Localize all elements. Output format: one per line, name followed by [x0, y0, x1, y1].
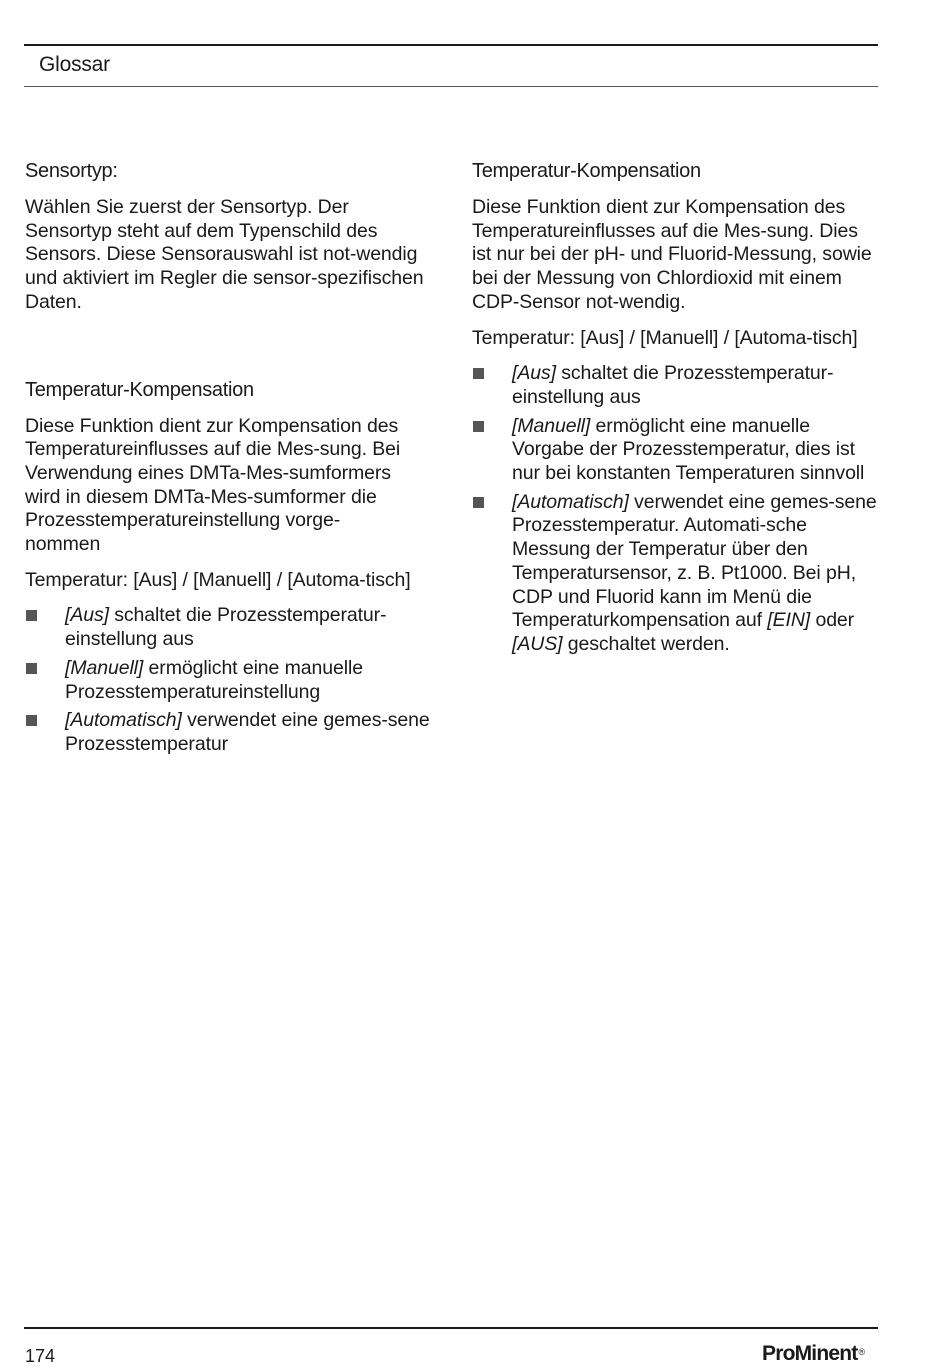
temperature-options-line-left: Temperatur: [Aus] / [Manuell] / [Automa-tisch]: [25, 568, 411, 591]
option-description-connector: oder: [810, 609, 855, 632]
option-label: [Aus]: [65, 604, 109, 627]
footer-rule: [24, 1327, 878, 1329]
left-column: [25, 158, 435, 762]
temperature-options-list-left: [25, 604, 435, 756]
option-description: verwendet eine gemes-sene Prozesstemperatur: [65, 709, 430, 755]
option-label: [Automatisch]: [65, 709, 182, 732]
list-item: [25, 657, 435, 704]
square-bullet-icon: [473, 421, 484, 432]
option-description: ermöglicht eine manuelle Prozesstemperatureinstellung: [65, 656, 363, 703]
list-item: [472, 362, 882, 409]
registered-mark: ®: [858, 1347, 865, 1357]
list-item: [25, 709, 435, 756]
right-column: [472, 158, 882, 662]
list-item: [25, 604, 435, 651]
option-description: ermöglicht eine manuelle Vorgabe der Prozesstemperatur, dies ist nur bei konstanten Temperaturen sinnvoll: [512, 414, 865, 485]
square-bullet-icon: [473, 497, 484, 508]
prominent-logo: [762, 1342, 864, 1366]
option-description: schaltet die Prozesstemperatur-einstellung aus: [512, 362, 834, 408]
temperature-compensation-paragraph-left: Diese Funktion dient zur Kompensation des Temperatureinflusses auf die Mes-sung. Bei Verwendung eines DMTa-Mes-sumformers wird in diesem DMTa-Mes-sumformer die Prozesstemperatureinstellung vorge-nommen: [25, 414, 401, 556]
square-bullet-icon: [26, 715, 37, 726]
temperature-options-line-right: Temperatur: [Aus] / [Manuell] / [Automa-tisch]: [472, 326, 858, 349]
option-description: schaltet die Prozesstemperatur-einstellung aus: [65, 604, 387, 651]
sensortyp-heading: Sensortyp:: [25, 160, 118, 182]
option-label-aus: [AUS]: [512, 632, 563, 655]
option-description: verwendet eine gemes-sene Prozesstemperatur. Automati-sche Messung der Temperatur über den Temperatursensor, z. B. Pt1000. Bei pH, CDP und Fluorid kann im Menü die Temperaturkompensation auf: [512, 490, 877, 632]
temperature-options-list-right: [472, 362, 882, 656]
list-item: [472, 491, 882, 657]
square-bullet-icon: [26, 663, 37, 674]
list-item: [472, 415, 882, 486]
logo-text: ProMinent: [762, 1342, 858, 1365]
option-label: [Manuell]: [65, 656, 144, 679]
sensortyp-paragraph: Wählen Sie zuerst der Sensortyp. Der Sensortyp steht auf dem Typenschild des Sensors. Diese Sensorauswahl ist not-wendig und aktiviert im Regler die sensor-spezifischen Daten.: [25, 196, 424, 313]
section-spacer: [25, 327, 435, 377]
temperature-compensation-paragraph-right: Diese Funktion dient zur Kompensation des Temperatureinflusses auf die Mes-sung. Dies ist nur bei der pH- und Fluorid-Messung, sowie bei der Messung von Chlordioxid mit einem CDP-Sensor not-wendig.: [472, 196, 872, 313]
option-label: [Manuell]: [512, 414, 591, 437]
temperature-compensation-heading-right: Temperatur-Kompensation: [472, 160, 701, 182]
page-number: 174: [25, 1346, 56, 1366]
header-bottom-rule: [24, 86, 878, 87]
option-label: [Aus]: [512, 362, 556, 385]
square-bullet-icon: [26, 610, 37, 621]
page-title: Glossar: [39, 53, 110, 76]
option-description-end: geschaltet werden.: [562, 632, 730, 655]
square-bullet-icon: [473, 368, 484, 379]
option-label: [Automatisch]: [512, 490, 629, 513]
option-label-ein: [EIN]: [767, 609, 811, 632]
temperature-compensation-heading-left: Temperatur-Kompensation: [25, 378, 254, 401]
header-top-rule: [24, 44, 878, 46]
